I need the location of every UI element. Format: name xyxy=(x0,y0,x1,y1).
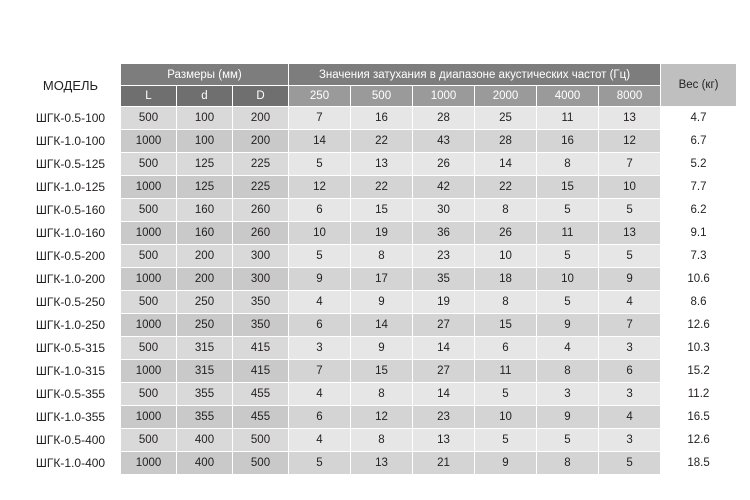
cell-L: 500 xyxy=(121,107,177,130)
header-group-weight: Вес (кг) xyxy=(661,64,737,107)
cell-weight: 6.2 xyxy=(661,199,737,222)
header-sub-D: D xyxy=(233,86,289,107)
table-row xyxy=(15,291,737,314)
cell-f250: 9 xyxy=(289,268,351,291)
cell-f8000: 4 xyxy=(599,406,661,429)
cell-f8000: 12 xyxy=(599,130,661,153)
cell-d: 160 xyxy=(177,222,233,245)
cell-D: 300 xyxy=(233,268,289,291)
cell-f250: 4 xyxy=(289,291,351,314)
cell-f2000: 15 xyxy=(475,314,537,337)
cell-model: ШГК-1.0-250 xyxy=(15,314,121,337)
cell-d: 100 xyxy=(177,130,233,153)
cell-f2000: 11 xyxy=(475,360,537,383)
cell-f250: 6 xyxy=(289,314,351,337)
cell-L: 1000 xyxy=(121,314,177,337)
cell-L: 1000 xyxy=(121,406,177,429)
cell-L: 1000 xyxy=(121,360,177,383)
cell-d: 160 xyxy=(177,199,233,222)
cell-f250: 5 xyxy=(289,452,351,475)
cell-f1000: 28 xyxy=(413,107,475,130)
cell-f1000: 30 xyxy=(413,199,475,222)
cell-f2000: 9 xyxy=(475,452,537,475)
cell-D: 455 xyxy=(233,383,289,406)
cell-D: 350 xyxy=(233,314,289,337)
cell-model: ШГК-1.0-400 xyxy=(15,452,121,475)
cell-f8000: 3 xyxy=(599,429,661,452)
cell-D: 500 xyxy=(233,429,289,452)
header-model: МОДЕЛЬ xyxy=(15,64,121,107)
table-row xyxy=(15,452,737,475)
table-head xyxy=(15,64,737,107)
cell-model: ШГК-1.0-355 xyxy=(15,406,121,429)
cell-L: 500 xyxy=(121,153,177,176)
cell-f8000: 3 xyxy=(599,337,661,360)
header-group-attenuation: Значения затухания в диапазоне акустических частот (Гц) xyxy=(289,64,661,86)
cell-f500: 13 xyxy=(351,452,413,475)
cell-f250: 12 xyxy=(289,176,351,199)
cell-f4000: 10 xyxy=(537,268,599,291)
cell-f4000: 15 xyxy=(537,176,599,199)
cell-f250: 7 xyxy=(289,360,351,383)
header-sub-row xyxy=(15,86,737,107)
cell-f250: 6 xyxy=(289,199,351,222)
table-body xyxy=(15,107,737,475)
cell-L: 1000 xyxy=(121,452,177,475)
cell-weight: 9.1 xyxy=(661,222,737,245)
cell-model: ШГК-1.0-125 xyxy=(15,176,121,199)
cell-f1000: 21 xyxy=(413,452,475,475)
header-group-dimensions: Размеры (мм) xyxy=(121,64,289,86)
cell-f1000: 36 xyxy=(413,222,475,245)
table-row xyxy=(15,268,737,291)
table-row xyxy=(15,314,737,337)
cell-f2000: 5 xyxy=(475,383,537,406)
header-sub-2000: 2000 xyxy=(475,86,537,107)
header-sub-8000: 8000 xyxy=(599,86,661,107)
cell-f1000: 13 xyxy=(413,429,475,452)
cell-f1000: 23 xyxy=(413,245,475,268)
cell-f500: 8 xyxy=(351,245,413,268)
cell-f1000: 19 xyxy=(413,291,475,314)
cell-weight: 11.2 xyxy=(661,383,737,406)
cell-f250: 14 xyxy=(289,130,351,153)
cell-f250: 4 xyxy=(289,383,351,406)
cell-L: 1000 xyxy=(121,176,177,199)
cell-D: 200 xyxy=(233,130,289,153)
cell-f500: 8 xyxy=(351,429,413,452)
cell-D: 455 xyxy=(233,406,289,429)
cell-d: 355 xyxy=(177,406,233,429)
cell-f500: 14 xyxy=(351,314,413,337)
cell-d: 125 xyxy=(177,153,233,176)
cell-d: 100 xyxy=(177,107,233,130)
cell-f8000: 5 xyxy=(599,245,661,268)
cell-f4000: 11 xyxy=(537,107,599,130)
cell-f250: 5 xyxy=(289,153,351,176)
cell-f8000: 10 xyxy=(599,176,661,199)
cell-f2000: 22 xyxy=(475,176,537,199)
cell-d: 315 xyxy=(177,337,233,360)
cell-f4000: 3 xyxy=(537,383,599,406)
cell-f4000: 8 xyxy=(537,360,599,383)
cell-model: ШГК-0.5-250 xyxy=(15,291,121,314)
cell-f500: 12 xyxy=(351,406,413,429)
cell-D: 300 xyxy=(233,245,289,268)
cell-f4000: 16 xyxy=(537,130,599,153)
table-row xyxy=(15,360,737,383)
cell-d: 315 xyxy=(177,360,233,383)
cell-f1000: 27 xyxy=(413,314,475,337)
cell-model: ШГК-1.0-160 xyxy=(15,222,121,245)
cell-d: 200 xyxy=(177,245,233,268)
cell-weight: 4.7 xyxy=(661,107,737,130)
cell-model: ШГК-0.5-315 xyxy=(15,337,121,360)
cell-f500: 13 xyxy=(351,153,413,176)
cell-L: 1000 xyxy=(121,268,177,291)
cell-f4000: 9 xyxy=(537,314,599,337)
cell-model: ШГК-0.5-355 xyxy=(15,383,121,406)
cell-f8000: 5 xyxy=(599,199,661,222)
table-row xyxy=(15,245,737,268)
cell-L: 500 xyxy=(121,429,177,452)
table-row xyxy=(15,337,737,360)
cell-D: 225 xyxy=(233,176,289,199)
cell-f8000: 5 xyxy=(599,452,661,475)
cell-D: 260 xyxy=(233,199,289,222)
cell-weight: 8.6 xyxy=(661,291,737,314)
cell-D: 500 xyxy=(233,452,289,475)
cell-f8000: 4 xyxy=(599,291,661,314)
cell-weight: 12.6 xyxy=(661,429,737,452)
cell-d: 250 xyxy=(177,314,233,337)
silencer-spec-table xyxy=(14,63,737,475)
cell-D: 225 xyxy=(233,153,289,176)
cell-f1000: 42 xyxy=(413,176,475,199)
table-row xyxy=(15,222,737,245)
cell-f2000: 26 xyxy=(475,222,537,245)
cell-f4000: 5 xyxy=(537,291,599,314)
cell-f2000: 14 xyxy=(475,153,537,176)
cell-d: 125 xyxy=(177,176,233,199)
cell-f500: 9 xyxy=(351,291,413,314)
cell-f4000: 8 xyxy=(537,452,599,475)
cell-f1000: 35 xyxy=(413,268,475,291)
cell-f4000: 8 xyxy=(537,153,599,176)
cell-f500: 15 xyxy=(351,199,413,222)
cell-weight: 5.2 xyxy=(661,153,737,176)
cell-f1000: 14 xyxy=(413,383,475,406)
cell-f2000: 5 xyxy=(475,429,537,452)
cell-f8000: 7 xyxy=(599,314,661,337)
cell-model: ШГК-0.5-200 xyxy=(15,245,121,268)
cell-d: 200 xyxy=(177,268,233,291)
cell-f2000: 8 xyxy=(475,291,537,314)
cell-weight: 12.6 xyxy=(661,314,737,337)
cell-L: 1000 xyxy=(121,130,177,153)
header-sub-500: 500 xyxy=(351,86,413,107)
cell-f4000: 5 xyxy=(537,199,599,222)
cell-D: 415 xyxy=(233,360,289,383)
cell-f1000: 26 xyxy=(413,153,475,176)
header-sub-L: L xyxy=(121,86,177,107)
cell-f8000: 13 xyxy=(599,222,661,245)
header-sub-250: 250 xyxy=(289,86,351,107)
header-sub-1000: 1000 xyxy=(413,86,475,107)
cell-L: 500 xyxy=(121,199,177,222)
cell-L: 500 xyxy=(121,337,177,360)
cell-f2000: 28 xyxy=(475,130,537,153)
cell-weight: 7.3 xyxy=(661,245,737,268)
table-row xyxy=(15,406,737,429)
cell-D: 415 xyxy=(233,337,289,360)
cell-f8000: 13 xyxy=(599,107,661,130)
cell-f2000: 25 xyxy=(475,107,537,130)
table-row xyxy=(15,176,737,199)
cell-f250: 3 xyxy=(289,337,351,360)
cell-f500: 22 xyxy=(351,176,413,199)
cell-f4000: 5 xyxy=(537,429,599,452)
cell-f500: 22 xyxy=(351,130,413,153)
cell-weight: 7.7 xyxy=(661,176,737,199)
cell-d: 355 xyxy=(177,383,233,406)
cell-weight: 16.5 xyxy=(661,406,737,429)
cell-L: 500 xyxy=(121,383,177,406)
cell-f2000: 8 xyxy=(475,199,537,222)
cell-f2000: 18 xyxy=(475,268,537,291)
cell-f500: 16 xyxy=(351,107,413,130)
cell-weight: 10.3 xyxy=(661,337,737,360)
cell-model: ШГК-1.0-315 xyxy=(15,360,121,383)
spec-table-container xyxy=(14,63,736,475)
cell-f1000: 43 xyxy=(413,130,475,153)
cell-L: 1000 xyxy=(121,222,177,245)
header-sub-d: d xyxy=(177,86,233,107)
table-row xyxy=(15,383,737,406)
cell-d: 400 xyxy=(177,429,233,452)
cell-f250: 4 xyxy=(289,429,351,452)
table-row xyxy=(15,130,737,153)
cell-f2000: 10 xyxy=(475,245,537,268)
cell-f8000: 7 xyxy=(599,153,661,176)
cell-f250: 10 xyxy=(289,222,351,245)
cell-f2000: 6 xyxy=(475,337,537,360)
cell-f4000: 4 xyxy=(537,337,599,360)
table-row xyxy=(15,107,737,130)
cell-model: ШГК-1.0-200 xyxy=(15,268,121,291)
cell-weight: 18.5 xyxy=(661,452,737,475)
cell-f8000: 9 xyxy=(599,268,661,291)
cell-model: ШГК-0.5-125 xyxy=(15,153,121,176)
cell-f4000: 5 xyxy=(537,245,599,268)
cell-model: ШГК-1.0-100 xyxy=(15,130,121,153)
cell-f500: 19 xyxy=(351,222,413,245)
cell-weight: 10.6 xyxy=(661,268,737,291)
table-row xyxy=(15,429,737,452)
cell-f500: 9 xyxy=(351,337,413,360)
cell-D: 200 xyxy=(233,107,289,130)
cell-f2000: 10 xyxy=(475,406,537,429)
cell-model: ШГК-0.5-100 xyxy=(15,107,121,130)
cell-f1000: 27 xyxy=(413,360,475,383)
cell-f250: 5 xyxy=(289,245,351,268)
header-group-row xyxy=(15,64,737,86)
cell-f250: 6 xyxy=(289,406,351,429)
cell-f500: 15 xyxy=(351,360,413,383)
cell-weight: 15.2 xyxy=(661,360,737,383)
cell-f8000: 6 xyxy=(599,360,661,383)
cell-d: 250 xyxy=(177,291,233,314)
cell-f500: 8 xyxy=(351,383,413,406)
cell-d: 400 xyxy=(177,452,233,475)
cell-f8000: 3 xyxy=(599,383,661,406)
cell-model: ШГК-0.5-400 xyxy=(15,429,121,452)
cell-f4000: 9 xyxy=(537,406,599,429)
cell-weight: 6.7 xyxy=(661,130,737,153)
cell-f4000: 11 xyxy=(537,222,599,245)
header-sub-4000: 4000 xyxy=(537,86,599,107)
cell-model: ШГК-0.5-160 xyxy=(15,199,121,222)
table-row xyxy=(15,199,737,222)
cell-L: 500 xyxy=(121,245,177,268)
cell-D: 260 xyxy=(233,222,289,245)
table-row xyxy=(15,153,737,176)
cell-f1000: 14 xyxy=(413,337,475,360)
cell-f250: 7 xyxy=(289,107,351,130)
cell-D: 350 xyxy=(233,291,289,314)
cell-L: 500 xyxy=(121,291,177,314)
cell-f1000: 23 xyxy=(413,406,475,429)
cell-f500: 17 xyxy=(351,268,413,291)
